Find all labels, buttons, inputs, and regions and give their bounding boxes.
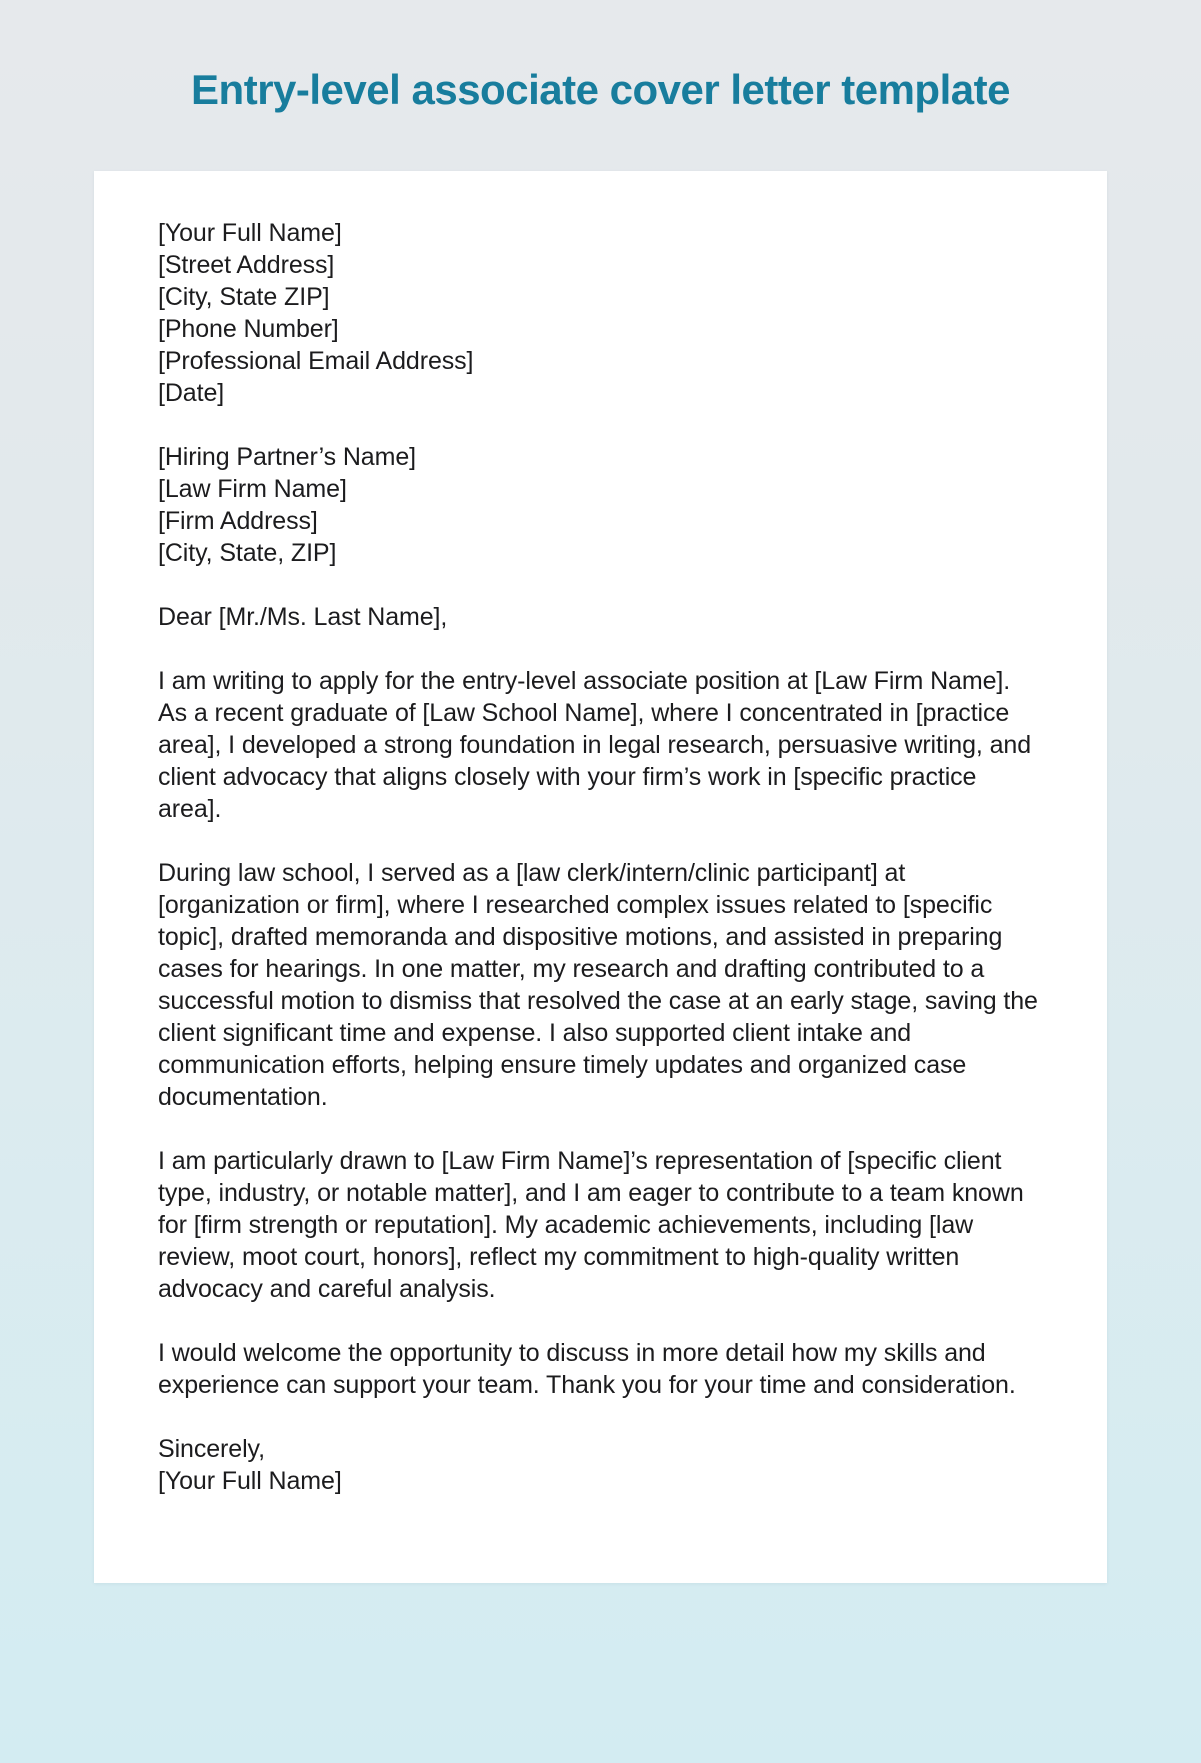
closing-line: Sincerely,	[158, 1435, 265, 1463]
recipient-line-law-firm: [Law Firm Name]	[158, 475, 347, 503]
body-paragraph-1: I am writing to apply for the entry-level associate position at [Law Firm Name]. As a recent graduate of [Law School Name], where I concentrated in [practice area], I developed a strong foundation in legal research, persuasive writing, and client advocacy that aligns closely with your firm’s work in [specific practice area].	[158, 667, 1032, 823]
letter-card	[94, 171, 1107, 1583]
signature-line: [Your Full Name]	[158, 1467, 342, 1495]
sender-block	[158, 217, 1043, 409]
body-paragraph-3: I am particularly drawn to [Law Firm Name]’s representation of [specific client type, industry, or notable matter], and I am eager to contribute to a team known for [firm strength or reputation]. My academic achievements, including [law review, moot court, honors], reflect my commitment to high-quality written advocacy and careful analysis.	[158, 1147, 1024, 1303]
body-paragraph-4: I would welcome the opportunity to discuss in more detail how my skills and experience can support your team. Thank you for your time and consideration.	[158, 1339, 1016, 1399]
body-paragraph-2: During law school, I served as a [law clerk/intern/clinic participant] at [organization or firm], where I researched complex issues related to [specific topic], drafted memoranda and dispositive motions, and assisted in preparing cases for hearings. In one matter, my research and drafting contributed to a successful motion to dismiss that resolved the case at an early stage, saving the client significant time and expense. I also supported client intake and communication efforts, helping ensure timely updates and organized case documentation.	[158, 859, 1038, 1111]
sender-line-street-address: [Street Address]	[158, 251, 335, 279]
sender-line-date: [Date]	[158, 379, 225, 407]
salutation	[158, 601, 1043, 633]
sender-line-email: [Professional Email Address]	[158, 347, 474, 375]
letter-body	[158, 217, 1043, 1497]
recipient-block	[158, 441, 1043, 569]
sender-line-city-state-zip: [City, State ZIP]	[158, 283, 330, 311]
closing-block	[158, 1433, 1043, 1497]
recipient-line-hiring-partner: [Hiring Partner’s Name]	[158, 443, 416, 471]
sender-line-full-name: [Your Full Name]	[158, 219, 342, 247]
recipient-line-firm-address: [Firm Address]	[158, 507, 318, 535]
page-title: Entry-level associate cover letter template	[191, 66, 1010, 113]
recipient-line-city-state-zip: [City, State, ZIP]	[158, 539, 337, 567]
salutation-line: Dear [Mr./Ms. Last Name],	[158, 603, 448, 631]
sender-line-phone-number: [Phone Number]	[158, 315, 339, 343]
